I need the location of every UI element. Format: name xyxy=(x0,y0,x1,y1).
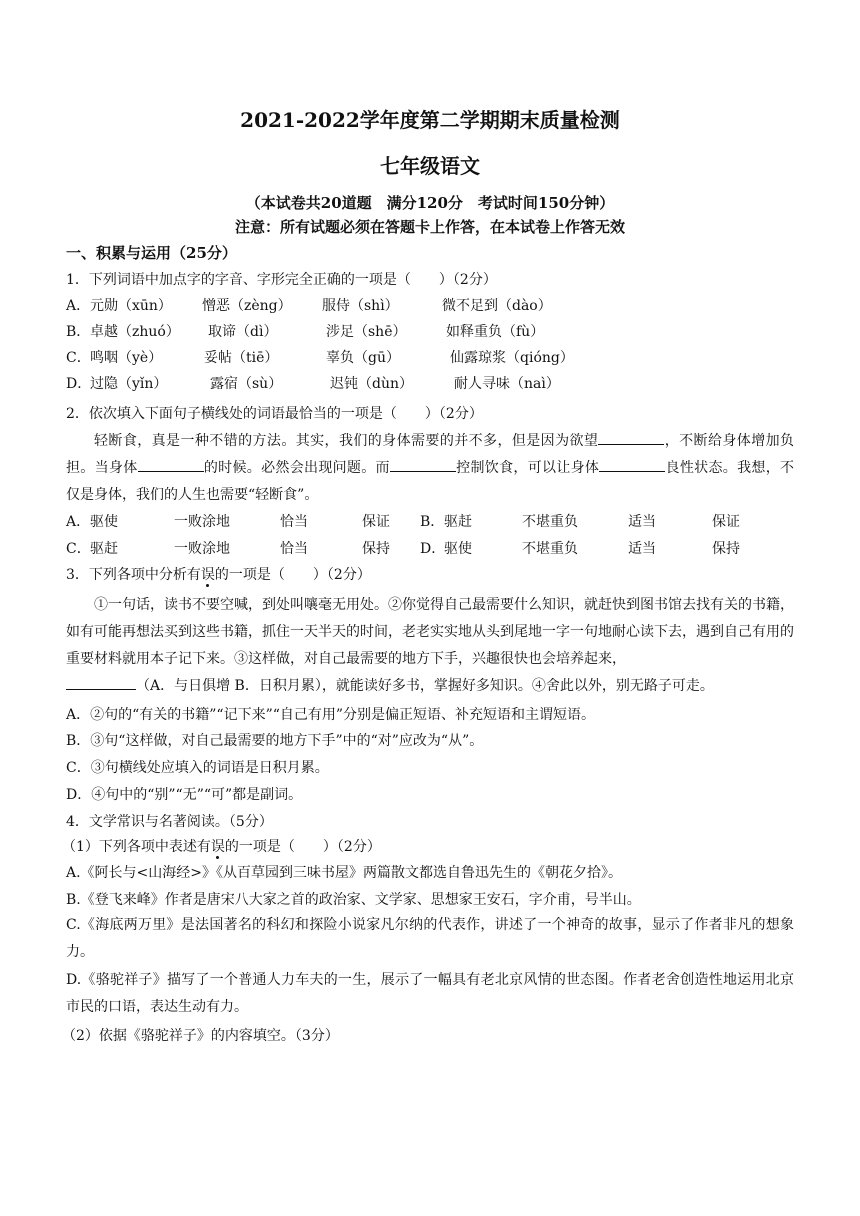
q4-option-b: B.《登飞来峰》作者是唐宋八大家之首的政治家、文学家、思想家王安石，字介甫，号半山。 xyxy=(66,892,641,908)
option-word: 保持 xyxy=(712,541,740,557)
exam-info: （本试卷共20道题 满分120分 考试时间150分钟） xyxy=(245,194,615,212)
q3-stem-dotted: 误 xyxy=(200,567,215,583)
q1-option-a xyxy=(66,296,796,316)
option-label: B． xyxy=(420,514,445,530)
q4-sub1-text: 的一项是（ ）（2分） xyxy=(224,839,381,855)
option-word: 恰当 xyxy=(280,514,308,530)
q2-text: 控制饮食，可以让身体 xyxy=(455,460,600,476)
option-label: C． xyxy=(66,541,91,557)
q2-text: 的时候。必然会出现问题。而 xyxy=(203,460,390,476)
option-item: 鸣咽（yè） xyxy=(90,350,163,366)
option-word: 适当 xyxy=(628,514,656,530)
q3-stem xyxy=(66,565,796,585)
option-item: 憎恶（zèng） xyxy=(202,298,292,314)
option-word: 驱使 xyxy=(444,541,472,557)
option-item: 迟钝（dùn） xyxy=(330,376,413,392)
option-item: 妥帖（tiē） xyxy=(204,350,279,366)
q1-option-d xyxy=(66,374,796,394)
option-label: D． xyxy=(66,376,92,392)
answer-blank xyxy=(390,457,456,472)
q3-option-c: C．③句横线处应填入的词语是日积月累。 xyxy=(66,760,329,776)
q3-text: （A．与日俱增 B．日积月累），就能读好多书，掌握好多知识。④舍此以外，别无路子可走。 xyxy=(136,678,714,694)
option-label: A． xyxy=(66,514,91,530)
option-item: 元勋（xūn） xyxy=(90,298,172,314)
q4-option-c: C.《海底两万里》是法国著名的科幻和探险小说家凡尔纳的代表作，讲述了一个神奇的故事，显示了作者非凡的想象力。 xyxy=(66,917,794,960)
q3-option-a: A．②句的“有关的书籍”“记下来”“自己有用”分别是偏正短语、补充短语和主谓短语。 xyxy=(66,707,596,723)
q3-option-b: B．③句“这样做，对自己最需要的地方下手”中的“对”应改为“从”。 xyxy=(66,733,484,749)
option-word: 驱赶 xyxy=(90,541,118,557)
q2-passage xyxy=(66,428,794,509)
option-item: 辜负（gū） xyxy=(326,350,400,366)
option-item: 如释重负（fù） xyxy=(446,324,545,340)
section-title: 一、积累与运用（25分） xyxy=(66,244,237,262)
option-label: B． xyxy=(66,324,91,340)
option-word: 驱赶 xyxy=(444,514,472,530)
q4-sub2-stem: （2）依据《骆驼祥子》的内容填空。（3分） xyxy=(62,1028,339,1044)
q4-option-d: D.《骆驼祥子》描写了一个普通人力车夫的一生，展示了一幅具有老北京风情的世态图。作者老舍创造性地运用北京市民的口语，表达生动有力。 xyxy=(66,972,794,1015)
option-label: D． xyxy=(420,541,446,557)
option-item: 涉足（shē） xyxy=(326,324,407,340)
answer-blank xyxy=(66,675,136,690)
q4-sub1-stem xyxy=(62,837,792,857)
exam-title: 2021-2022学年度第二学期期末质量检测 xyxy=(240,108,620,132)
q3-passage xyxy=(66,592,794,700)
exam-subject: 七年级语文 xyxy=(380,154,480,178)
option-word: 不堪重负 xyxy=(522,514,578,530)
q3-stem-text: 3．下列各项中分析有 xyxy=(66,567,201,583)
exam-notice: 注意：所有试题必须在答题卡上作答，在本试卷上作答无效 xyxy=(234,218,625,236)
q1-option-b xyxy=(66,322,796,342)
q3-stem-text: 的一项是（ ）（2分） xyxy=(214,567,371,583)
option-word: 保证 xyxy=(362,514,390,530)
option-item: 耐人寻味（naì） xyxy=(454,376,560,392)
option-item: 露宿（sù） xyxy=(210,376,283,392)
q2-text: 良性状态。我想，不仅是身体，我们的人生也需要“轻断食”。 xyxy=(66,460,795,503)
q4-sub1-dotted: 误 xyxy=(210,839,225,855)
option-item: 微不足到（dào） xyxy=(442,298,552,314)
answer-blank xyxy=(138,457,204,472)
option-word: 恰当 xyxy=(280,541,308,557)
q2-stem: 2．依次填入下面句子横线处的词语最恰当的一项是（ ）（2分） xyxy=(66,406,483,422)
option-word: 保持 xyxy=(362,541,390,557)
q1-stem: 1．下列词语中加点字的字音、字形完全正确的一项是（ ）（2分） xyxy=(66,272,497,288)
option-word: 一败涂地 xyxy=(174,541,230,557)
option-word: 不堪重负 xyxy=(522,541,578,557)
q4-option-a: A.《阿长与<山海经>》《从百草园到三味书屋》两篇散文都选自鲁迅先生的《朝花夕拾》。 xyxy=(66,865,623,881)
option-word: 保证 xyxy=(712,514,740,530)
option-word: 驱使 xyxy=(90,514,118,530)
option-item: 取谛（dì） xyxy=(208,324,278,340)
q2-options-cd xyxy=(66,539,796,559)
q2-options-ab xyxy=(66,512,796,532)
option-word: 一败涂地 xyxy=(174,514,230,530)
option-item: 仙露琼浆（qióng） xyxy=(450,350,574,366)
q4-stem: 4．文学常识与名著阅读。（5分） xyxy=(66,814,273,830)
q4-sub1-text: （1）下列各项中表述有 xyxy=(62,839,211,855)
option-word: 适当 xyxy=(628,541,656,557)
q3-option-d: D．④句中的“别”“无”“可”都是副词。 xyxy=(66,787,303,803)
q2-text: 轻断食，真是一种不错的方法。其实，我们的身体需要的并不多，但是因为欲望 xyxy=(94,433,599,449)
q2-text: ，不断给身体增加负担。当身体 xyxy=(66,433,795,476)
q1-option-c xyxy=(66,348,796,368)
q3-text: ①一句话，读书不要空喊，到处叫嚷毫无用处。②你觉得自己最需要什么知识，就赶快到图书馆去找有关的书籍，如有可能再想法买到这些书籍，抓住一天半天的时间，老老实实地从头到尾地一字一句地耐心读下去，遇到自己有用的重要材料就用本子记下来。③这样做，对自己最需要的地方下手，兴趣很快也会培养起来， xyxy=(66,597,794,667)
answer-blank xyxy=(598,430,664,445)
option-item: 卓越（zhuó） xyxy=(90,324,180,340)
option-label: A． xyxy=(66,298,91,314)
answer-blank xyxy=(599,457,665,472)
option-label: C． xyxy=(66,350,91,366)
option-item: 过隐（yǐn） xyxy=(90,376,168,392)
option-item: 服侍（shì） xyxy=(322,298,399,314)
